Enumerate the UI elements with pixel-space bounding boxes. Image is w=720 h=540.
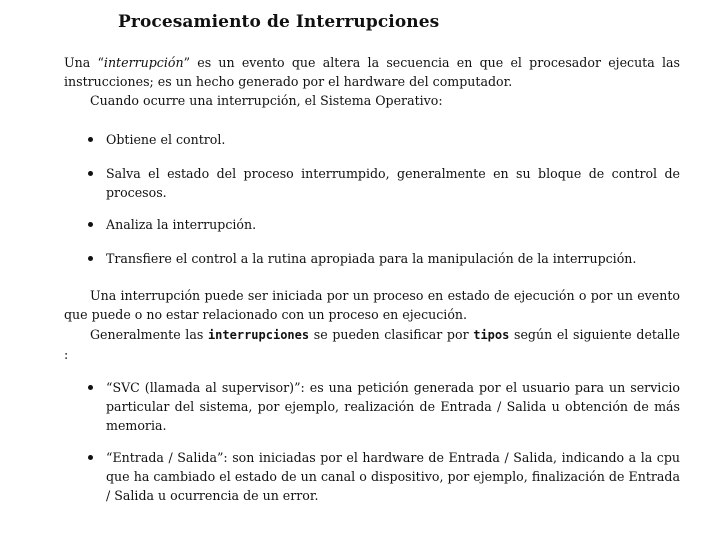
classification-bold-interrupciones: interrupciones — [207, 328, 310, 342]
interrupt-types-list — [86, 378, 680, 505]
list-item — [86, 378, 680, 435]
list-item-text: “Entrada / Salida”: son iniciadas por el hardware de Entrada / Salida, indicando a la cpu que ha cambiado el estado de un canal o dispositivo, por ejemplo, finalización de Entrada / Salida u ocurrencia de un error. — [106, 450, 680, 503]
list-item-text: “SVC (llamada al supervisor)”: es una petición generada por el usuario para un servicio particular del sistema, por ejemplo, realización de Entrada / Salida u obtención de más memoria. — [106, 380, 680, 433]
list-item-text: Salva el estado del proceso interrumpido, generalmente en su bloque de control de procesos. — [106, 166, 680, 200]
page-title: Procesamiento de Interrupciones — [118, 12, 440, 32]
intro-term: interrupción — [103, 55, 184, 70]
bullet-icon — [88, 137, 93, 142]
list-item-text: Obtiene el control. — [106, 132, 226, 147]
list-item — [86, 249, 680, 268]
bullet-icon — [88, 171, 93, 176]
intro-paragraph — [64, 53, 680, 91]
os-actions-list — [86, 130, 680, 268]
classification-part1: Generalmente las — [90, 327, 208, 342]
intro-suffix: ” es un evento que altera la secuencia en que el procesador ejecuta las instrucciones; es un hecho generado por el hardware del computador. — [64, 55, 680, 89]
bullet-icon — [88, 385, 93, 390]
list-item — [86, 130, 680, 149]
classification-bold-tipos: tipos — [473, 328, 510, 342]
initiation-paragraph: Una interrupción puede ser iniciada por un proceso en estado de ejecución o por un evento que puede o no estar relacionado con un proceso en ejecución. — [64, 288, 680, 322]
classification-paragraph — [64, 325, 680, 364]
list-item — [86, 448, 680, 505]
list-item-text: Transfiere el control a la rutina apropiada para la manipulación de la interrupción. — [106, 251, 637, 266]
list-item — [86, 164, 680, 202]
bullet-icon — [88, 222, 93, 227]
when-occurs-paragraph: Cuando ocurre una interrupción, el Sistema Operativo: — [90, 93, 443, 108]
classification-part3: según el siguiente detalle : — [64, 327, 680, 362]
bullet-icon — [88, 256, 93, 261]
bullet-icon — [88, 455, 93, 460]
classification-part2: se pueden clasificar por — [309, 327, 474, 342]
intro-prefix: Una “ — [64, 55, 104, 70]
list-item-text: Analiza la interrupción. — [106, 217, 257, 232]
list-item — [86, 215, 680, 234]
